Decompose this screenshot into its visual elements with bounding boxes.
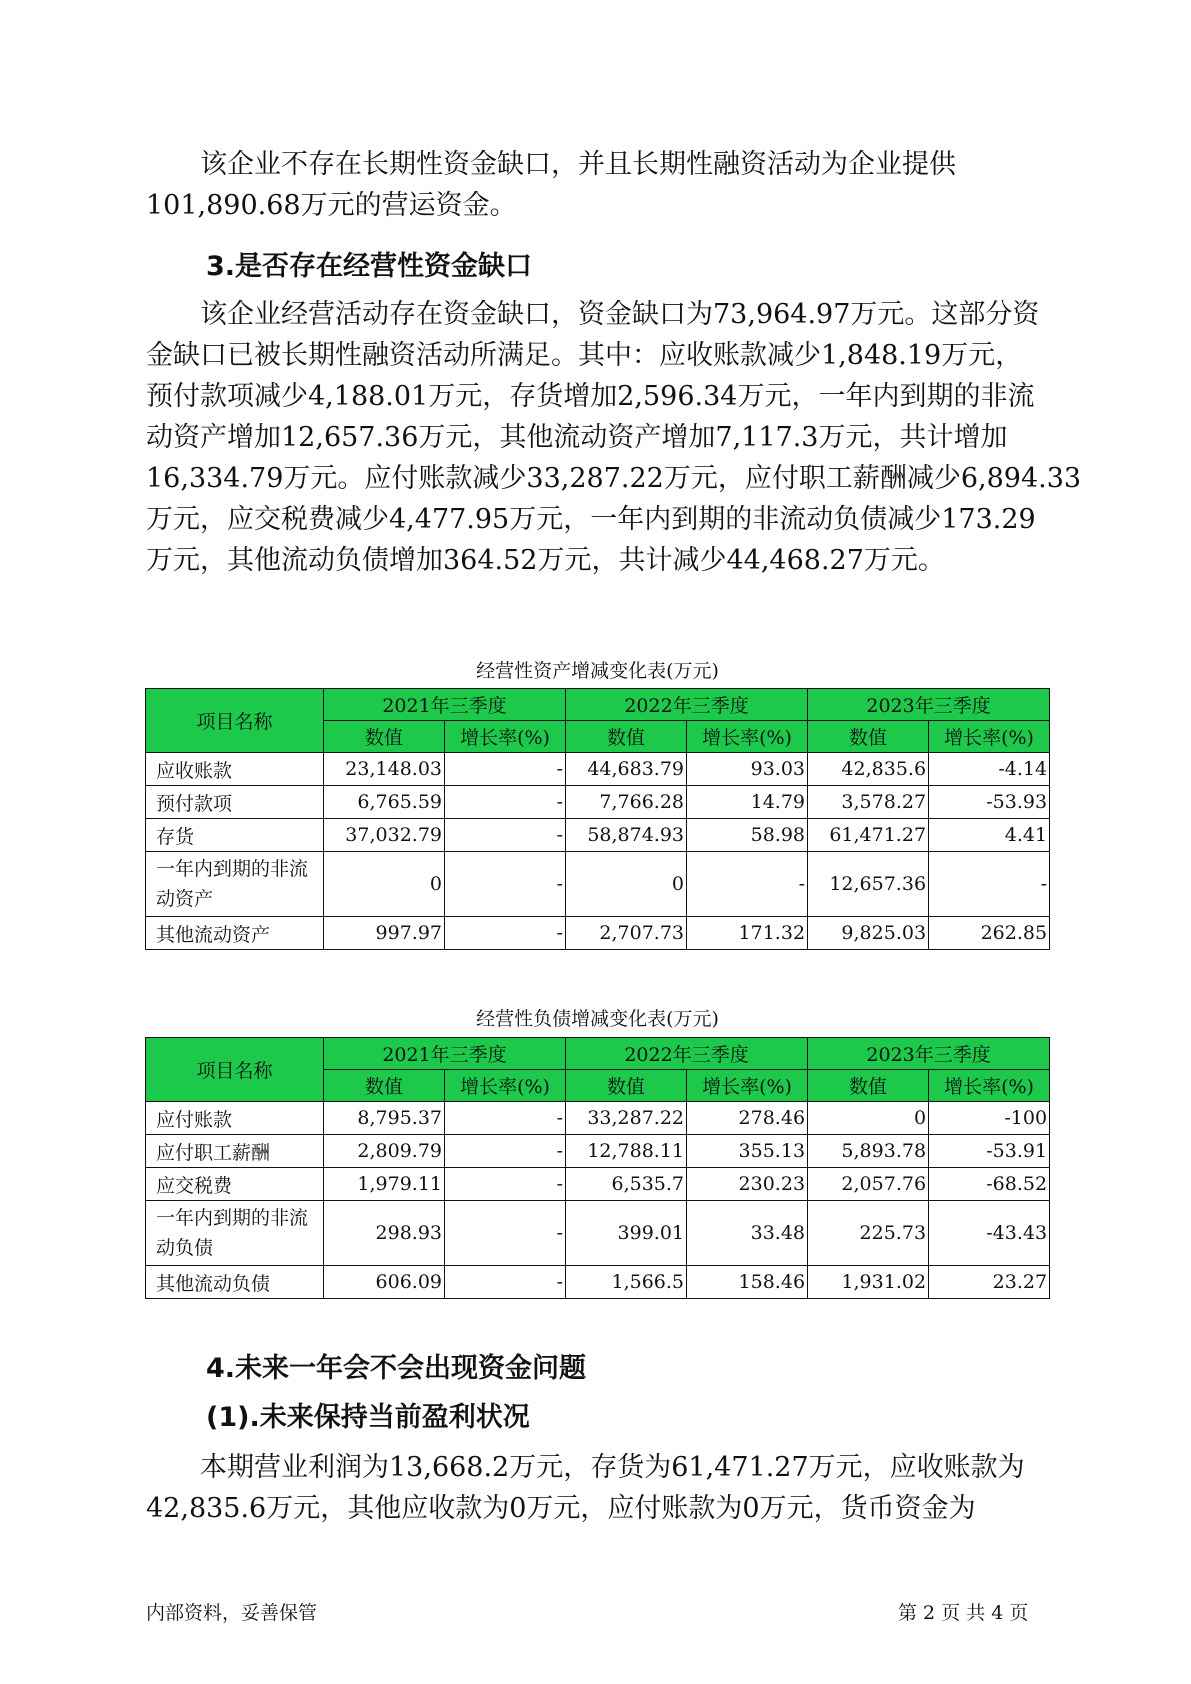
operating-assets-table — [145, 688, 1050, 950]
row-name: 存货 — [146, 819, 324, 852]
section3-paragraph — [146, 294, 1082, 581]
section3-line: 该企业经营活动存在资金缺口，资金缺口为73,964.97万元。这部分资 — [200, 299, 1040, 330]
cell-growth: -53.93 — [929, 786, 1050, 819]
col-growth: 增长率(%) — [687, 721, 808, 753]
cell-value: 6,765.59 — [324, 786, 445, 819]
table-row — [146, 1102, 1050, 1135]
table-row — [146, 852, 1050, 917]
cell-growth: - — [445, 819, 566, 852]
col-growth: 增长率(%) — [929, 721, 1050, 753]
cell-value: 7,766.28 — [566, 786, 687, 819]
col-value: 数值 — [808, 1070, 929, 1102]
cell-value: 606.09 — [324, 1266, 445, 1299]
cell-growth: - — [445, 1102, 566, 1135]
cell-value: 2,707.73 — [566, 917, 687, 950]
table-row — [146, 1201, 1050, 1266]
footer-page-number: 第 2 页 共 4 页 — [898, 1602, 1029, 1624]
cell-growth: 355.13 — [687, 1135, 808, 1168]
cell-value: 3,578.27 — [808, 786, 929, 819]
col-growth: 增长率(%) — [445, 721, 566, 753]
cell-growth: 4.41 — [929, 819, 1050, 852]
row-name: 预付款项 — [146, 786, 324, 819]
subsection-heading-4-1: (1).未来保持当前盈利状况 — [206, 1402, 530, 1433]
row-name: 应交税费 — [146, 1168, 324, 1201]
cell-value: 12,788.11 — [566, 1135, 687, 1168]
cell-growth: 278.46 — [687, 1102, 808, 1135]
row-name: 应付职工薪酬 — [146, 1135, 324, 1168]
cell-value: 12,657.36 — [808, 852, 929, 917]
cell-growth: 23.27 — [929, 1266, 1050, 1299]
footer-confidential-note: 内部资料，妥善保管 — [146, 1602, 318, 1624]
row-name: 其他流动资产 — [146, 917, 324, 950]
col-period: 2021年三季度 — [324, 1038, 566, 1070]
cell-growth: -68.52 — [929, 1168, 1050, 1201]
cell-value: 0 — [808, 1102, 929, 1135]
section4-paragraph — [146, 1447, 1051, 1529]
table1-caption: 经营性资产增减变化表(万元) — [476, 660, 719, 682]
cell-growth: 262.85 — [929, 917, 1050, 950]
table-row — [146, 819, 1050, 852]
col-value: 数值 — [324, 721, 445, 753]
cell-growth: 158.46 — [687, 1266, 808, 1299]
cell-growth: - — [445, 1135, 566, 1168]
cell-value: 2,809.79 — [324, 1135, 445, 1168]
table2-caption: 经营性负债增减变化表(万元) — [476, 1008, 719, 1030]
intro-paragraph — [146, 144, 1051, 226]
table-row — [146, 917, 1050, 950]
section3-line: 万元，其他流动负债增加364.52万元，共计减少44,468.27万元。 — [146, 545, 945, 576]
cell-growth: - — [929, 852, 1050, 917]
cell-value: 2,057.76 — [808, 1168, 929, 1201]
cell-growth: 93.03 — [687, 753, 808, 786]
cell-growth: 230.23 — [687, 1168, 808, 1201]
section3-line: 预付款项减少4,188.01万元，存货增加2,596.34万元，一年内到期的非流 — [146, 381, 1035, 412]
cell-value: 5,893.78 — [808, 1135, 929, 1168]
cell-growth: - — [445, 852, 566, 917]
section4-line: 42,835.6万元，其他应收款为0万元，应付账款为0万元，货币资金为 — [146, 1493, 976, 1524]
section3-line: 万元，应交税费减少4,477.95万元，一年内到期的非流动负债减少173.29 — [146, 504, 1036, 535]
cell-growth: - — [445, 1201, 566, 1266]
cell-value: 997.97 — [324, 917, 445, 950]
cell-growth: -4.14 — [929, 753, 1050, 786]
row-name: 其他流动负债 — [146, 1266, 324, 1299]
cell-value: 0 — [566, 852, 687, 917]
section3-line: 动资产增加12,657.36万元，其他流动资产增加7,117.3万元，共计增加 — [146, 422, 1008, 453]
cell-value: 58,874.93 — [566, 819, 687, 852]
col-item-name: 项目名称 — [146, 689, 324, 753]
cell-growth: - — [445, 753, 566, 786]
cell-growth: - — [445, 786, 566, 819]
cell-value: 9,825.03 — [808, 917, 929, 950]
col-growth: 增长率(%) — [687, 1070, 808, 1102]
cell-value: 0 — [324, 852, 445, 917]
cell-growth: 58.98 — [687, 819, 808, 852]
section-heading-3: 3.是否存在经营性资金缺口 — [206, 251, 533, 282]
cell-growth: 171.32 — [687, 917, 808, 950]
col-period: 2023年三季度 — [808, 1038, 1050, 1070]
cell-growth: - — [445, 917, 566, 950]
table-row — [146, 1135, 1050, 1168]
cell-value: 225.73 — [808, 1201, 929, 1266]
col-value: 数值 — [808, 721, 929, 753]
cell-value: 298.93 — [324, 1201, 445, 1266]
col-period: 2022年三季度 — [566, 689, 808, 721]
cell-growth: -100 — [929, 1102, 1050, 1135]
cell-value: 8,795.37 — [324, 1102, 445, 1135]
operating-liabilities-table — [145, 1037, 1050, 1299]
row-name: 一年内到期的非流动资产 — [146, 852, 324, 917]
col-period: 2023年三季度 — [808, 689, 1050, 721]
col-value: 数值 — [324, 1070, 445, 1102]
section3-line: 16,334.79万元。应付账款减少33,287.22万元，应付职工薪酬减少6,894.33 — [146, 463, 1082, 494]
cell-value: 6,535.7 — [566, 1168, 687, 1201]
col-item-name: 项目名称 — [146, 1038, 324, 1102]
col-period: 2021年三季度 — [324, 689, 566, 721]
table-row — [146, 1266, 1050, 1299]
cell-growth: -53.91 — [929, 1135, 1050, 1168]
section4-line: 本期营业利润为13,668.2万元，存货为61,471.27万元，应收账款为 — [200, 1452, 1025, 1483]
col-growth: 增长率(%) — [445, 1070, 566, 1102]
table-row — [146, 1168, 1050, 1201]
cell-growth: 14.79 — [687, 786, 808, 819]
row-name: 应收账款 — [146, 753, 324, 786]
row-name: 应付账款 — [146, 1102, 324, 1135]
cell-value: 37,032.79 — [324, 819, 445, 852]
col-value: 数值 — [566, 1070, 687, 1102]
cell-value: 1,931.02 — [808, 1266, 929, 1299]
col-value: 数值 — [566, 721, 687, 753]
cell-growth: -43.43 — [929, 1201, 1050, 1266]
intro-line: 该企业不存在长期性资金缺口，并且长期性融资活动为企业提供 — [200, 149, 956, 180]
cell-value: 44,683.79 — [566, 753, 687, 786]
cell-value: 23,148.03 — [324, 753, 445, 786]
section-heading-4: 4.未来一年会不会出现资金问题 — [206, 1353, 587, 1384]
cell-growth: - — [445, 1168, 566, 1201]
cell-value: 1,566.5 — [566, 1266, 687, 1299]
table-row — [146, 786, 1050, 819]
cell-growth: - — [687, 852, 808, 917]
section3-line: 金缺口已被长期性融资活动所满足。其中：应收账款减少1,848.19万元， — [146, 340, 1023, 371]
col-period: 2022年三季度 — [566, 1038, 808, 1070]
cell-value: 399.01 — [566, 1201, 687, 1266]
cell-value: 61,471.27 — [808, 819, 929, 852]
cell-value: 33,287.22 — [566, 1102, 687, 1135]
cell-growth: - — [445, 1266, 566, 1299]
cell-value: 42,835.6 — [808, 753, 929, 786]
cell-value: 1,979.11 — [324, 1168, 445, 1201]
row-name: 一年内到期的非流动负债 — [146, 1201, 324, 1266]
cell-growth: 33.48 — [687, 1201, 808, 1266]
intro-line: 101,890.68万元的营运资金。 — [146, 190, 517, 221]
col-growth: 增长率(%) — [929, 1070, 1050, 1102]
table-row — [146, 753, 1050, 786]
